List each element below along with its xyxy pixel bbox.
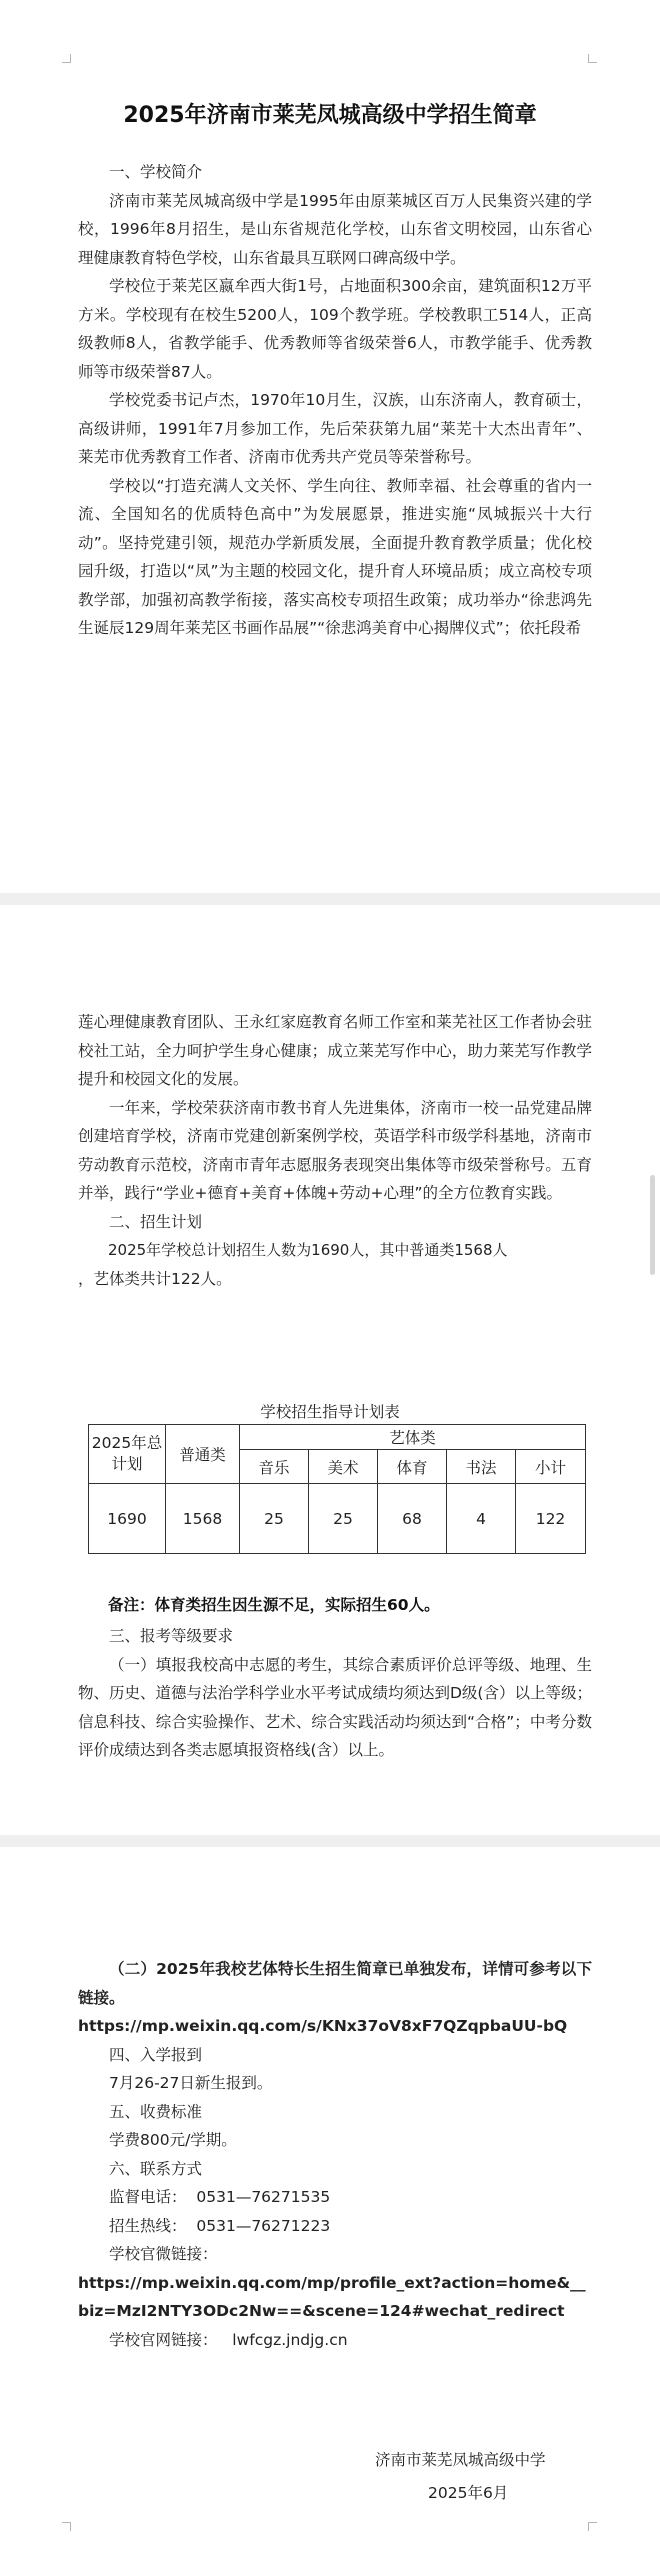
paragraph [78, 1955, 592, 2012]
section-requirements [78, 1622, 592, 1765]
page-separator [0, 893, 660, 905]
art-enrollment-link[interactable]: https://mp.weixin.qq.com/s/KNx37oV8xF7QZqpbaUU-bQ [78, 2017, 568, 2035]
table-cell: 122 [516, 1484, 586, 1554]
table-cell: 25 [309, 1484, 378, 1554]
corner-mark [588, 2522, 597, 2531]
paragraph: 学校以“打造充满人文关怀、学生向往、教师幸福、社会尊重的省内一流、全国知名的优质特色高中”为发展愿景，推进实施“凤城振兴十大行动”。坚持党建引领，规范办学新质发展，全面提升教育教学质量；优化校园升级，打造以“凤”为主题的校园文化，提升育人环境品质；成立高校专项教学部，加强初高教学衔接，落实高校专项招生政策；成功举办“徐悲鸿先生诞辰129周年莱芜区书画作品展”“徐悲鸿美育中心揭牌仪式”；依托段希 [78, 476, 592, 637]
scrollbar-thumb[interactable] [650, 1175, 655, 1275]
table-header: 2025年总计划 [89, 1425, 166, 1484]
table-subheader: 小计 [516, 1450, 586, 1484]
art-notice: （二）2025年我校艺体特长生招生简章已单独发布，详情可参考以下链接。 [78, 1960, 592, 2007]
table-header: 普通类 [166, 1425, 240, 1484]
website-label: 学校官网链接： [109, 2330, 218, 2349]
paragraph: 济南市莱芜凤城高级中学是1995年由原莱城区百万人民集资兴建的学校，1996年8月招生，是山东省规范化学校，山东省文明校园，山东省心理健康教育特色学校，山东省最具互联网口碑高级中学。 [78, 191, 592, 267]
plan-summary: 2025年学校总计划招生人数为1690人，其中普通类1568人 [108, 1241, 508, 1259]
table-note: 备注：体育类招生因生源不足，实际招生60人。 [108, 1596, 440, 1614]
table-subheader: 体育 [378, 1450, 447, 1484]
section-heading: 四、入学报到 [109, 2045, 203, 2064]
paragraph: 一年来，学校荣获济南市教书育人先进集体，济南市一校一品党建品牌创建培育学校，济南市党建创新案例学校，英语学科市级学科基地，济南市劳动教育示范校，济南市青年志愿服务表现突出集体等市级荣誉称号。五育并举，践行“学业+德育+美育+体魄+劳动+心理”的全方位教育实践。 [78, 1098, 592, 1202]
table-header: 艺体类 [240, 1425, 586, 1450]
section-heading: 五、收费标准 [109, 2102, 203, 2121]
section-heading: 二、招生计划 [109, 1212, 203, 1231]
table-subheader: 音乐 [240, 1450, 309, 1484]
website-link[interactable]: lwfcgz.jndjg.cn [232, 2330, 348, 2349]
section-intro-continued [78, 1008, 592, 1293]
table-title: 学校招生指导计划表 [260, 1403, 400, 1421]
website-line [78, 2326, 592, 2355]
table-subheader: 书法 [447, 1450, 516, 1484]
supervision-phone: 0531—76271535 [196, 2188, 331, 2206]
paragraph: （一）填报我校高中志愿的考生，其综合素质评价总评等级、地理、生物、历史、道德与法治学科学业水平考试成绩均须达到D级(含）以上等级；信息科技、综合实验操作、艺术、综合实践活动均须达到“合格”；中考分数评价成绩达到各类志愿填报资格线(含）以上。 [78, 1655, 592, 1759]
registration-date: 7月26-27日新生报到。 [109, 2074, 273, 2092]
corner-mark [588, 54, 597, 63]
document-title: 2025年济南市莱芜凤城高级中学招生简章 [123, 103, 537, 128]
page-separator [0, 1835, 660, 1847]
table-cell: 1690 [89, 1484, 166, 1554]
table-subheader: 美术 [309, 1450, 378, 1484]
section-heading: 一、学校简介 [109, 163, 203, 181]
paragraph: 学校党委书记卢杰，1970年10月生，汉族，山东济南人，教育硕士，高级讲师，1991年7月参加工作，先后荣获第九届“莱芜十大杰出青年”、莱芜市优秀教育工作者、济南市优秀共产党员等荣誉称号。 [78, 391, 592, 466]
tuition-fee: 学费800元/学期。 [109, 2131, 237, 2149]
supervision-line [78, 2183, 592, 2212]
hotline-line [78, 2212, 592, 2241]
plan-summary-end: ，艺体类共计122人。 [78, 1269, 232, 1288]
hotline-label: 招生热线： [109, 2216, 187, 2235]
section-intro [78, 158, 592, 643]
section-heading: 三、报考等级要求 [109, 1627, 234, 1645]
corner-mark [62, 2522, 71, 2531]
table-cell: 68 [378, 1484, 447, 1554]
table-cell: 4 [447, 1484, 516, 1554]
paragraph-continued: 莲心理健康教育团队、王永红家庭教育名师工作室和莱芜社区工作者协会驻校社工站，全力呵护学生身心健康；成立莱芜写作中心，助力莱芜写作教学提升和校园文化的发展。 [78, 1013, 592, 1088]
supervision-label: 监督电话： [109, 2188, 187, 2206]
corner-mark [62, 54, 71, 63]
table-cell: 25 [240, 1484, 309, 1554]
signature-org: 济南市莱芜凤城高级中学 [375, 2451, 546, 2469]
wechat-link[interactable]: https://mp.weixin.qq.com/mp/profile_ext?action=home&__biz=MzI2NTY3ODc2Nw==&scene=124#wechat_redirect [78, 2273, 586, 2320]
section-heading: 六、联系方式 [109, 2159, 203, 2178]
paragraph: 学校位于莱芜区嬴牟西大街1号，占地面积300余亩，建筑面积12万平方米。学校现有在校生5200人，109个教学班。学校教职工514人，正高级教师8人，省教学能手、优秀教师等省级荣誉6人，市教学能手、优秀教师等市级荣誉87人。 [78, 277, 592, 381]
wechat-label: 学校官微链接： [109, 2245, 218, 2263]
table-cell: 1568 [166, 1484, 240, 1554]
signature-date: 2025年6月 [428, 2484, 509, 2502]
enrollment-plan-table [88, 1424, 586, 1554]
section-requirements-continued [78, 1955, 592, 2354]
hotline-phone: 0531—76271223 [196, 2216, 331, 2235]
